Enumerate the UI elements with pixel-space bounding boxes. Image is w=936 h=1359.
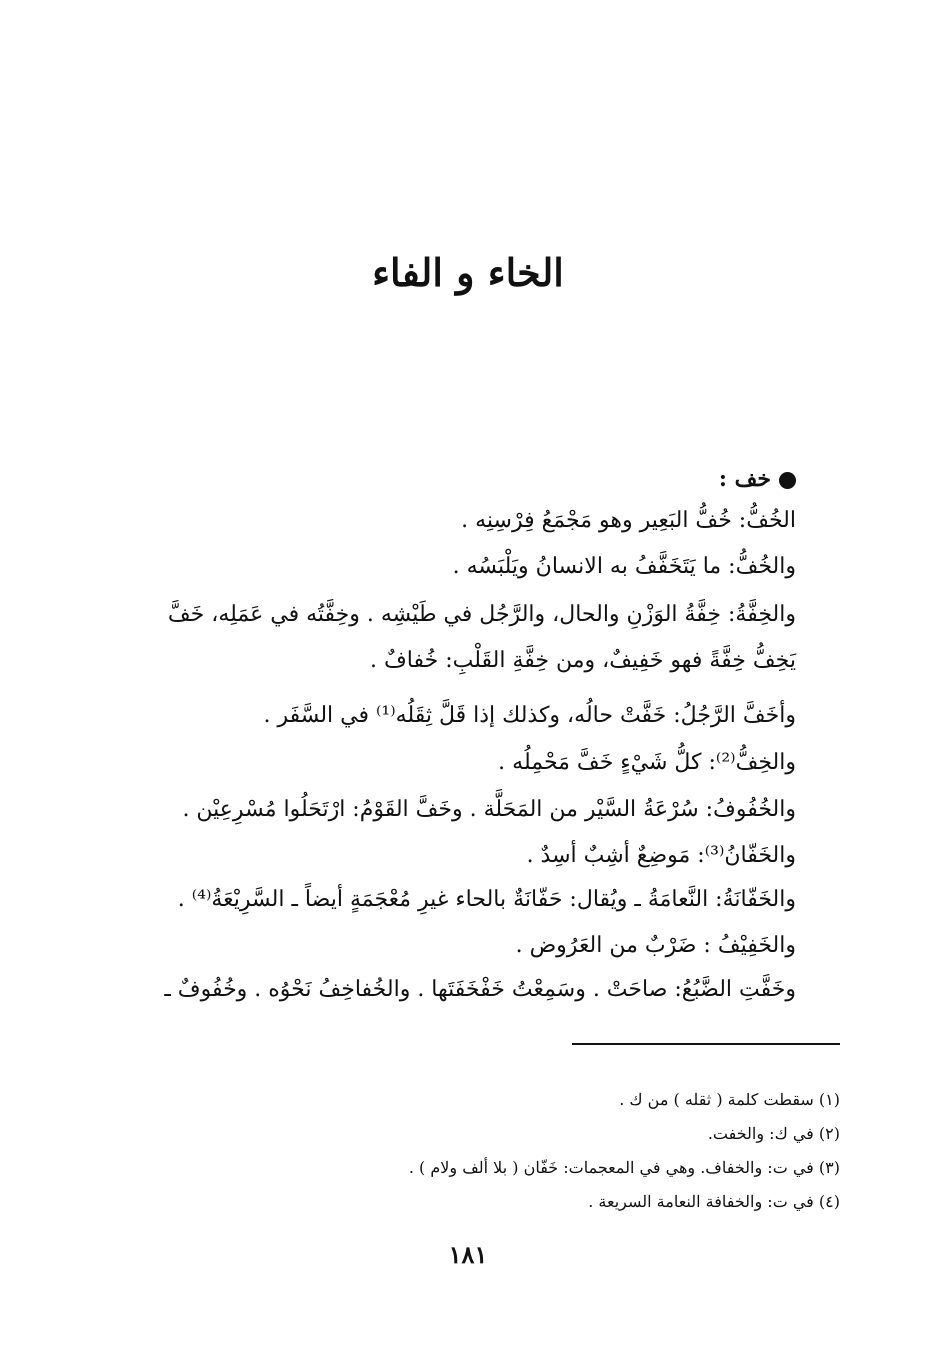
entry-head [719,466,796,492]
text-line: وأخَفَّ الرَّجُلُ: خَفَّتْ حالُه، وكذلك إذا قَلَّ ثِقَلُه⁽¹⁾ في السَّفَر . [263,703,796,728]
text-line: والخُفُوفُ: سُرْعَةُ السَّيْر من المَحَلَّة . وخَفَّ القَوْمُ: ارْتَحَلُوا مُسْرِعِيْن . [182,797,796,822]
chapter-title: الخاء و الفاء [372,250,564,295]
text-line: والخَفِيْفُ : ضَرْبٌ من العَرُوض . [515,933,796,958]
text-line: يَخِفُّ خِفَّةً فهو خَفِيفٌ، ومن خِفَّةِ القَلْبِ: خُفافٌ . [370,648,796,673]
text-line: والخَفّانُ⁽³⁾: مَوضِعٌ أشِبٌ أسِدٌ . [526,843,796,868]
text-line: والخَفّانَةُ: النَّعامَةُ ـ ويُقال: حَفّانَةٌ بالحاء غيرِ مُعْجَمَةٍ أيضاً ـ السَّرِيْعَةُ⁽⁴⁾ . [177,887,796,912]
text-line: والخِفَّةُ: خِفَّةُ الوَزْنِ والحال، والرَّجُل في طَيْشِه . وخِفَّتُه في عَمَلِه، خَفَّ [167,602,796,627]
footnote: (١) سقطت كلمة ( ثقله ) من ك . [619,1090,840,1109]
footnote: (٢) في ك: والخفت. [707,1124,840,1143]
footnote: (٣) في ت: والخفاف. وهي في المعجمات: خَفّان ( بلا ألف ولام ) . [408,1158,840,1177]
text-line: الخُفُّ: خُفُّ البَعِير وهو مَجْمَعُ فِرْسِنِه . [461,508,796,533]
text-line: وخَفَّتِ الضَّبُعُ: صاحَتْ . وسَمِعْتُ خَفْخَفَتَها . والخُفاخِفُ نَحْوُه . وخُفُوفٌ ـ [164,977,796,1002]
text-line: والخِفُّ⁽²⁾: كلُّ شَيْءٍ خَفَّ مَحْمِلُه . [498,750,796,775]
text-line: والخُفُّ: ما يَتَخَفَّفُ به الانسانُ ويَلْبَسُه . [452,554,796,579]
footnote: (٤) في ت: والخفافة النعامة السريعة . [588,1192,840,1211]
entry-head-label: خف : [718,466,771,492]
bullet-icon [779,472,796,489]
footnote-divider [572,1043,840,1045]
page-number: ١٨١ [448,1240,488,1269]
